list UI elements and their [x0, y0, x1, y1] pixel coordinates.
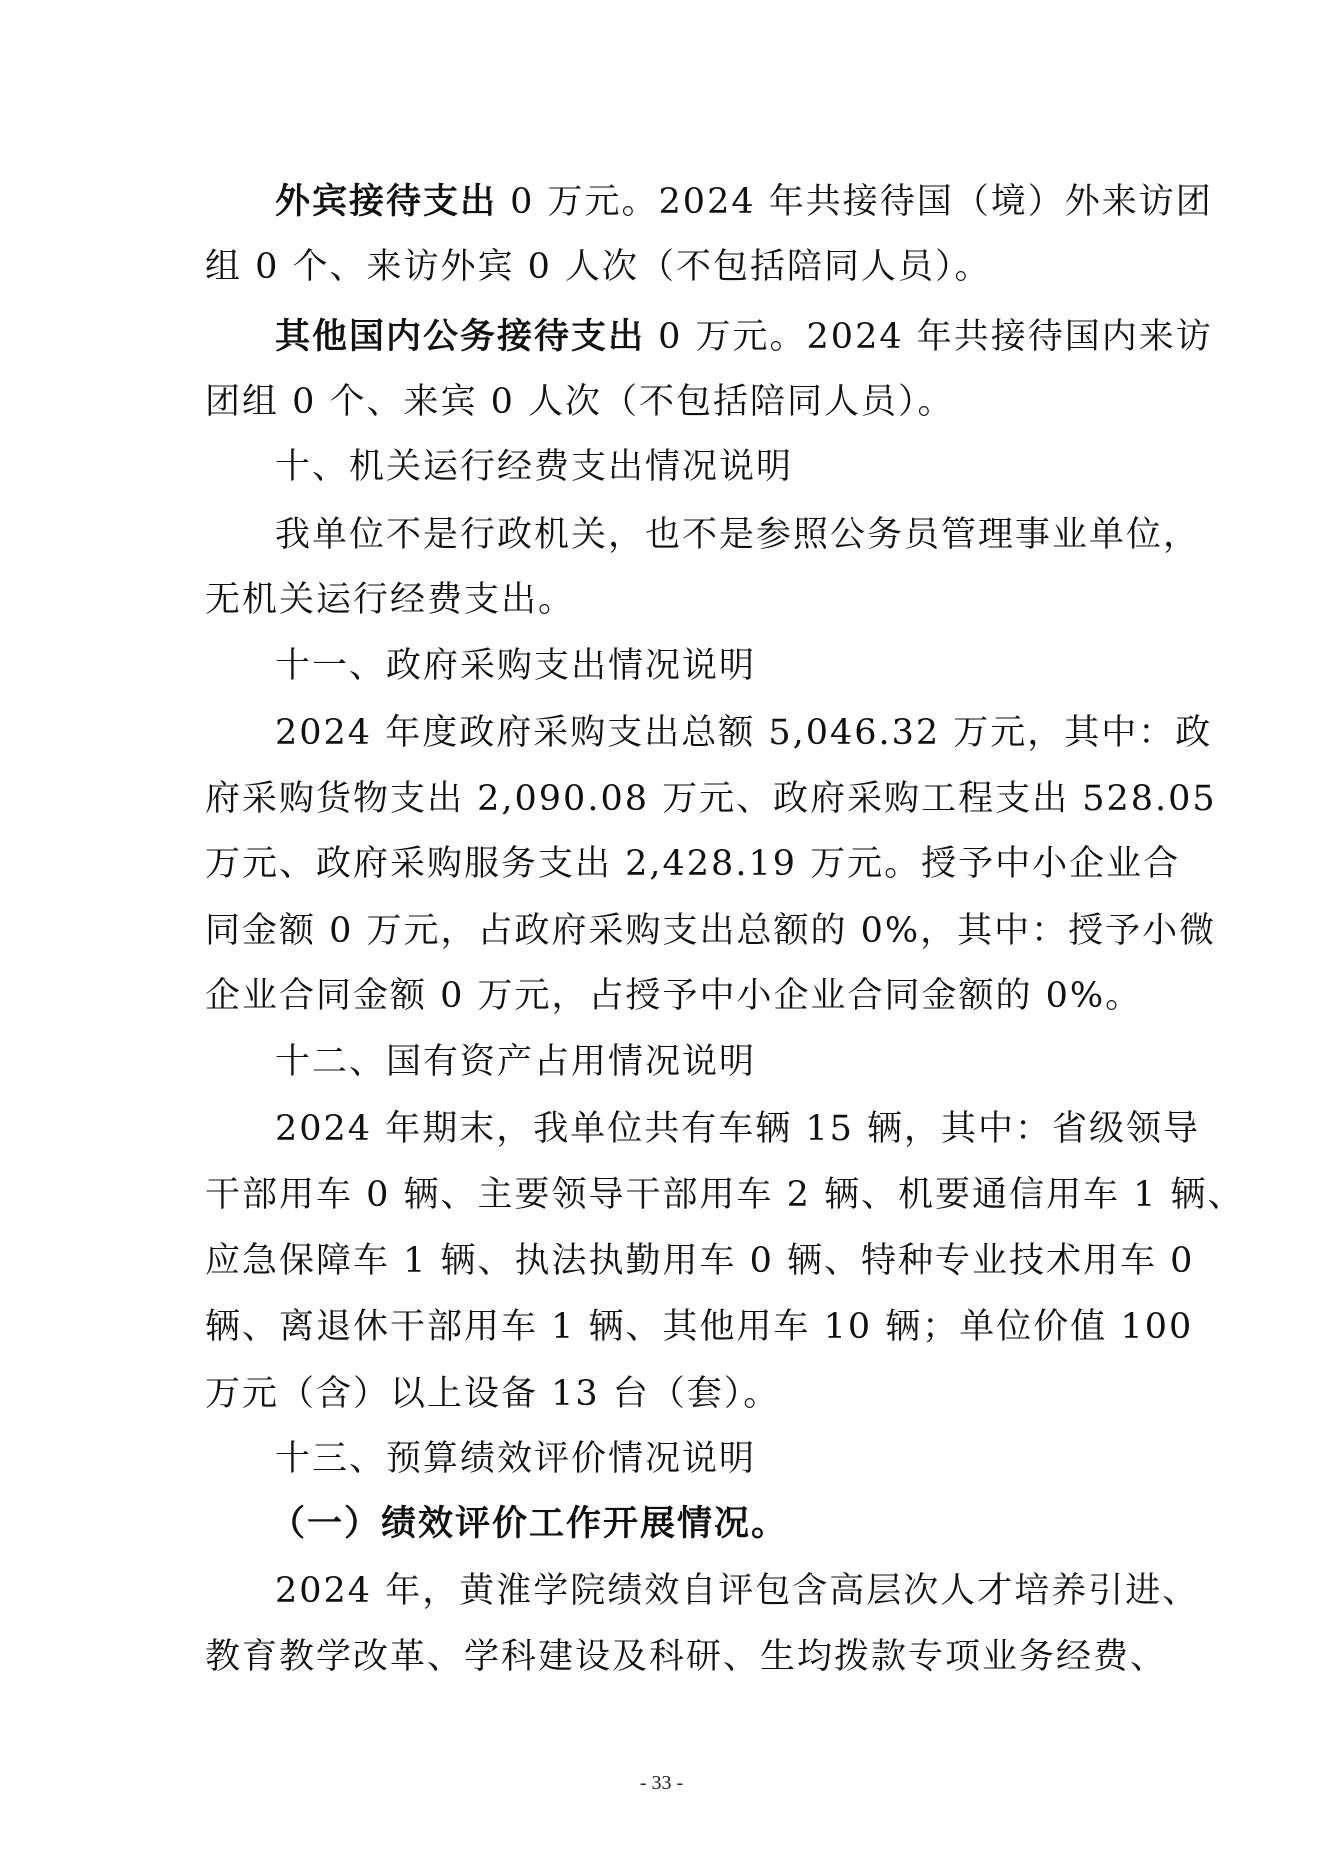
paragraph-admin-line1: 我单位不是行政机关，也不是参照公务员管理事业单位，	[275, 515, 1201, 555]
paragraph-assets-line2: 干部用车 0 辆、主要领导干部用车 2 辆、机要通信用车 1 辆、	[205, 1175, 1245, 1215]
paragraph-admin-line2: 无机关运行经费支出。	[205, 580, 576, 620]
section-heading-11: 十一、政府采购支出情况说明	[275, 646, 757, 686]
paragraph-procurement-line5: 企业合同金额 0 万元，占授予中小企业合同金额的 0%。	[205, 976, 1143, 1016]
paragraph-procurement-line2: 府采购货物支出 2,090.08 万元、政府采购工程支出 528.05	[205, 779, 1217, 819]
bold-lead-foreign-reception: 外宾接待支出	[275, 182, 498, 222]
bold-lead-domestic-reception: 其他国内公务接待支出	[275, 317, 646, 357]
page-number: - 33 -	[639, 1772, 684, 1794]
paragraph-foreign-reception-line1	[275, 178, 1213, 226]
paragraph-assets-line4: 辆、离退休干部用车 1 辆、其他用车 10 辆；单位价值 100	[205, 1307, 1194, 1347]
section-heading-13: 十三、预算绩效评价情况说明	[275, 1439, 757, 1479]
paragraph-procurement-line4: 同金额 0 万元，占政府采购支出总额的 0%，其中：授予小微	[205, 911, 1217, 951]
paragraph-foreign-reception-line2: 组 0 个、来访外宾 0 人次（不包括陪同人员）。	[205, 247, 992, 287]
paragraph-procurement-line3: 万元、政府采购服务支出 2,428.19 万元。授予中小企业合	[205, 844, 1181, 884]
paragraph-assets-line3: 应急保障车 1 辆、执法执勤用车 0 辆、特种专业技术用车 0	[205, 1241, 1195, 1281]
paragraph-domestic-reception-line1	[275, 313, 1213, 361]
subsection-heading-13-1: （一）绩效评价工作开展情况。	[270, 1504, 789, 1544]
text-foreign-reception-1: 0 万元。2024 年共接待国（境）外来访团	[497, 182, 1213, 222]
paragraph-procurement-line1: 2024 年度政府采购支出总额 5,046.32 万元，其中：政	[275, 713, 1213, 753]
paragraph-domestic-reception-line2: 团组 0 个、来宾 0 人次（不包括陪同人员）。	[205, 382, 955, 422]
text-domestic-reception-1: 0 万元。2024 年共接待国内来访	[645, 317, 1213, 357]
paragraph-assets-line1: 2024 年期末，我单位共有车辆 15 辆，其中：省级领导	[275, 1109, 1200, 1149]
paragraph-performance-line1: 2024 年，黄淮学院绩效自评包含高层次人才培养引进、	[275, 1571, 1200, 1611]
section-heading-12: 十二、国有资产占用情况说明	[275, 1042, 757, 1082]
paragraph-assets-line5: 万元（含）以上设备 13 台（套）。	[205, 1374, 781, 1414]
section-heading-10: 十、机关运行经费支出情况说明	[275, 447, 794, 487]
paragraph-performance-line2: 教育教学改革、学科建设及科研、生均拨款专项业务经费、	[205, 1637, 1168, 1677]
